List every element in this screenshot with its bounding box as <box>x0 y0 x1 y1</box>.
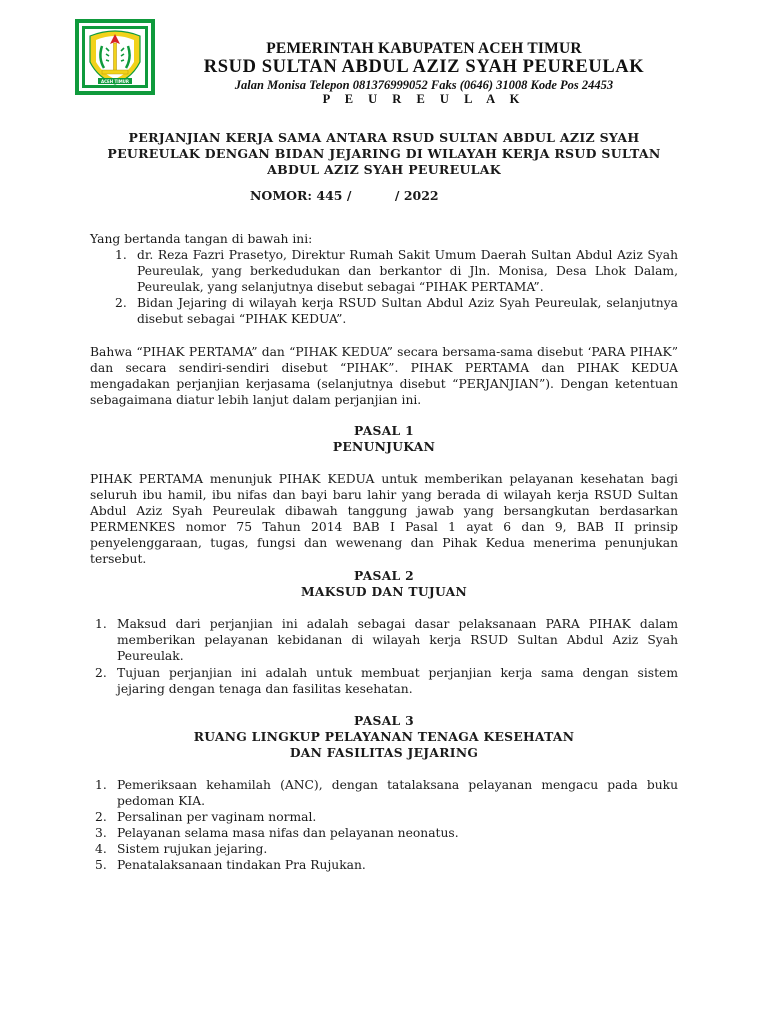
pasal-1-text: PIHAK PERTAMA menunjuk PIHAK KEDUA untuk memberikan pelayanan kesehatan bagi seluruh ibu hamil, ibu nifas dan bayi baru lahir yang berada di wilayah kerja RSUD Sultan Abdul Aziz Syah Peureulak dibawah tanggung jawab yang bersangkutan berdasarkan PERMENKES nomor 75 Tahun 2014 BAB I Pasal 1 ayat 6 dan 9, BAB II prinsip penyelenggaraan, tugas, fungsi dan wewenang dan Pihak Kedua menerima penunjukan tersebut. <box>90 472 678 566</box>
pasal-3-item <box>95 857 678 873</box>
title-line-2: PEUREULAK DENGAN BIDAN JEJARING DI WILAYAH KERJA RSUD SULTAN <box>107 146 661 161</box>
intro-closing: Bahwa “PIHAK PERTAMA” dan “PIHAK KEDUA” secara bersama-sama disebut ‘PARA PIHAK” dan secara sendiri-sendiri disebut “PIHAK”. PIHAK PERTAMA dan PIHAK KEDUA mengadakan perjanjian kerjasama (selanjutnya disebut “PERJANJIAN”). Dengan ketentuan sebagaimana diatur lebih lanjut dalam perjanjian ini. <box>90 345 678 407</box>
intro-item <box>115 295 678 327</box>
title-line-3: ABDUL AZIZ SYAH PEUREULAK <box>267 162 501 177</box>
pasal-3-subheading-2: DAN FASILITAS JEJARING <box>289 745 479 760</box>
pasal-2-item <box>95 665 678 697</box>
pasal-3-item-number: 2. <box>95 810 107 824</box>
hospital-name: RSUD SULTAN ABDUL AZIZ SYAH PEUREULAK <box>203 57 645 77</box>
hospital-city: P E U R E U L A K <box>322 92 526 106</box>
pasal-3-item-number: 4. <box>95 842 107 856</box>
pasal-3-item-text: Pelayanan selama masa nifas dan pelayanan neonatus. <box>117 826 459 840</box>
pasal-2-item-number: 2. <box>95 666 107 680</box>
intro-lead: Yang bertanda tangan di bawah ini: <box>90 232 313 246</box>
pasal-3-item <box>95 809 678 825</box>
pasal-3-subheading-1: RUANG LINGKUP PELAYANAN TENAGA KESEHATAN <box>193 729 575 744</box>
pasal-2-item <box>95 616 678 664</box>
pasal-3-item-text: Pemeriksaan kehamilah (ANC), dengan tatalaksana pelayanan mengacu pada buku pedoman KIA. <box>117 778 678 808</box>
pasal-1-heading: PASAL 1 <box>354 423 414 438</box>
pasal-2-heading: PASAL 2 <box>354 568 414 583</box>
intro-item <box>115 247 678 295</box>
pasal-3-item-number: 5. <box>95 858 107 872</box>
pasal-3-heading: PASAL 3 <box>354 713 414 728</box>
pasal-3-item-text: Sistem rujukan jejaring. <box>117 842 268 856</box>
intro-item-number: 2. <box>115 296 127 310</box>
logo-banner-text: ACEH TIMUR <box>100 78 130 84</box>
document-number: NOMOR: 445 / / 2022 <box>250 188 439 203</box>
title-line-1: PERJANJIAN KERJA SAMA ANTARA RSUD SULTAN ABDUL AZIZ SYAH <box>128 130 640 145</box>
pasal-2-subheading: MAKSUD DAN TUJUAN <box>300 584 468 599</box>
pasal-3-item <box>95 825 678 841</box>
pasal-3-item-text: Persalinan per vaginam normal. <box>117 810 317 824</box>
pasal-2-item-number: 1. <box>95 617 107 631</box>
pasal-2-item-text: Tujuan perjanjian ini adalah untuk membuat perjanjian kerja sama dengan sistem jejaring dengan tenaga dan fasilitas kesehatan. <box>117 666 678 696</box>
aceh-timur-logo <box>74 18 156 96</box>
pasal-1-subheading: PENUNJUKAN <box>332 439 436 454</box>
pasal-3-item-number: 1. <box>95 778 107 792</box>
intro-item-text: Bidan Jejaring di wilayah kerja RSUD Sultan Abdul Aziz Syah Peureulak, selanjutnya disebut sebagai “PIHAK KEDUA”. <box>137 296 678 326</box>
pasal-3-item-text: Penatalaksanaan tindakan Pra Rujukan. <box>117 858 366 872</box>
hospital-address: Jalan Monisa Telepon 081376999052 Faks (0646) 31008 Kode Pos 24453 <box>234 78 614 92</box>
pasal-3-item <box>95 777 678 809</box>
intro-item-text: dr. Reza Fazri Prasetyo, Direktur Rumah Sakit Umum Daerah Sultan Abdul Aziz Syah Peureulak, yang berkedudukan dan berkantor di Jln. Monisa, Desa Lhok Dalam, Peureulak, yang selanjutnya disebut sebagai “PIHAK PERTAMA”. <box>137 248 678 294</box>
pasal-3-item <box>95 841 678 857</box>
document-title <box>90 130 678 178</box>
pasal-3-item-number: 3. <box>95 826 107 840</box>
government-name: PEMERINTAH KABUPATEN ACEH TIMUR <box>266 40 582 57</box>
intro-item-number: 1. <box>115 248 127 262</box>
pasal-2-item-text: Maksud dari perjanjian ini adalah sebagai dasar pelaksanaan PARA PIHAK dalam memberikan pelayanan kebidanan di wilayah kerja RSUD Sultan Abdul Aziz Syah Peureulak. <box>117 617 678 663</box>
